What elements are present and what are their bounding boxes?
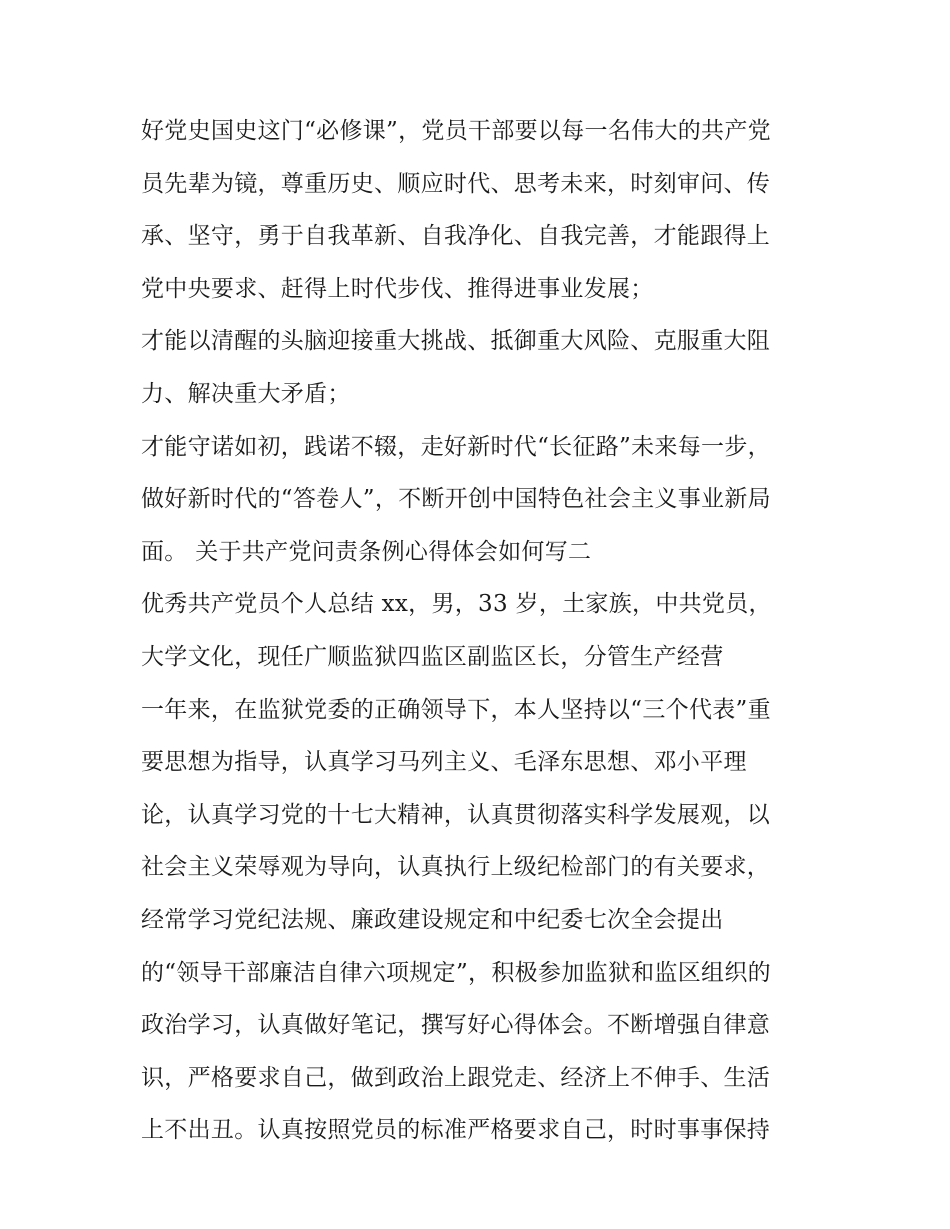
text-line: 做好新时代的“答卷人”，不断开创中国特色社会主义事业新局 — [141, 486, 771, 513]
text-line: 承、坚守，勇于自我革新、自我净化、自我完善，才能跟得上 — [141, 223, 771, 250]
text-line: 优秀共产党员个人总结 xx，男，33 岁，土家族，中共党员， — [141, 591, 772, 618]
text-line: 论，认真学习党的十七大精神，认真贯彻落实科学发展观，以 — [141, 801, 771, 828]
text-line: 上不出丑。认真按照党员的标准严格要求自己，时时事事保持 — [141, 1117, 771, 1144]
text-line: 的“领导干部廉洁自律六项规定”，积极参加监狱和监区组织的 — [141, 959, 771, 986]
text-line: 党中央要求、赶得上时代步伐、推得进事业发展； — [141, 275, 654, 302]
text-line: 才能守诺如初，践诺不辍，走好新时代“长征路”未来每一步， — [141, 433, 771, 460]
text-line: 大学文化，现任广顺监狱四监区副监区长，分管生产经营 — [141, 643, 724, 670]
text-line: 力、解决重大矛盾； — [141, 380, 351, 407]
text-line: 要思想为指导，认真学习马列主义、毛泽东思想、邓小平理 — [141, 749, 747, 776]
text-line: 社会主义荣辱观为导向，认真执行上级纪检部门的有关要求， — [141, 854, 771, 881]
text-line: 员先辈为镜，尊重历史、顺应时代、思考未来，时刻审问、传 — [141, 170, 771, 197]
text-line: 经常学习党纪法规、廉政建设规定和中纪委七次全会提出 — [141, 906, 724, 933]
text-line: 才能以清醒的头脑迎接重大挑战、抵御重大风险、克服重大阻 — [141, 328, 771, 355]
text-line: 一年来，在监狱党委的正确领导下，本人坚持以“三个代表”重 — [141, 696, 771, 723]
text-line: 面。 关于共产党问责条例心得体会如何写二 — [141, 538, 592, 565]
text-line: 识，严格要求自己，做到政治上跟党走、经济上不伸手、生活 — [141, 1064, 771, 1091]
text-line: 政治学习，认真做好笔记，撰写好心得体会。不断增强自律意 — [141, 1012, 771, 1039]
text-line: 好党史国史这门“必修课”，党员干部要以每一名伟大的共产党 — [141, 118, 771, 144]
document-body — [141, 105, 821, 1157]
